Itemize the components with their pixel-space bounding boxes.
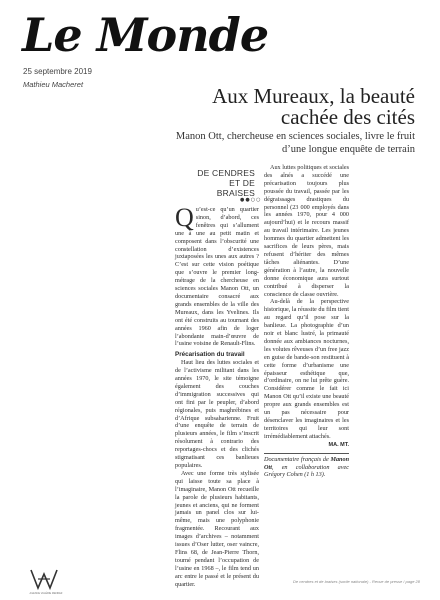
article-column-1 [175, 203, 259, 589]
divider [264, 453, 349, 454]
film-credits: Documentaire français de Manon Ott, en collaboration avec Grégory Cohen (1 h 13). [264, 455, 350, 479]
page-footer: De cendres et de braises (sortie nationale) - Revue de presse / page 28 [293, 579, 420, 584]
publication-date: 25 septembre 2019 [23, 67, 92, 76]
article-subtitle: Manon Ott, chercheuse en sciences sociales, livre le fruit d’une longue enquête de terrain [175, 131, 415, 155]
paragraph-5: Au-delà de la perspective historique, la réussite du film tient au regard qu’il pose sur la banlieue. La photographie d’un noir et blanc lustré, la primauté donnée aux ambiances nocturnes, les volutes rêveuses d’un free jazz en guise de bande-son restituent à cette forme d’urbanisme une épaisseur esthétique que, d’ordinaire, on ne lui prête guère. Considérer comme le fait ici Manon Ott qu’il existe une beauté propre aux grands ensembles est un pas nécessaire pour désenclaver les imaginaires et les territoires qui leur sont irrémédiablement attachés. [264, 298, 349, 440]
paragraph-2: Haut lieu des luttes sociales et de l’activisme militant dans les années 1970, le site témoigne également des couches d’immigration successives qui ont fini par le peupler, d’abord régionales, puis maghrébines et d’Afrique subsaharienne. Fruit d’une enquête de terrain de plusieurs années, le film s’inscrit résolument à contrario des reportages-chocs et des clichés stigmatisant ces banlieues populaires. [175, 359, 259, 469]
rating-dots-icon: ●●○○ [240, 197, 262, 203]
author-name: Mathieu Macheret [23, 80, 84, 89]
agency-logo-text: AGENCE VALÉRIE MENDEZ [29, 592, 63, 595]
article-signature: MA. MT. [328, 441, 349, 448]
film-rubric: DE CENDRES ET DE BRAISES [197, 168, 255, 198]
agency-logo-icon [29, 568, 59, 592]
masthead: Le Monde [22, 8, 269, 62]
paragraph-1: u’est-ce qu’un quartier sinon, d’abord, ces fenêtres qui s’allument une à une au petit matin et composent dans l’obscurité une constellation d’existences juxtaposées les unes aux autres ? C’est sur cette vision poétique que s’ouvre le premier long-métrage de la chercheuse en sciences sociales Manon Ott, un documentaire consacré aux grands ensembles de la ville des Mureaux, dans les Yvelines. Ils ont été construits au tournant des années 1960 afin de loger l’abondante main-d’œuvre de l’usine voisine de Renault-Flins. [175, 206, 259, 348]
article-column-2 [264, 164, 349, 479]
article-title: Aux Mureaux, la beauté cachée des cités [212, 84, 415, 129]
paragraph-4: Aux luttes politiques et sociales des aînés a succédé une précarisation toujours plus poussée du travail, passée par les dégraissages drastiques du personnel (23 000 employés dans les années 1970, pour 4 000 aujourd’hui) et le recours massif au travail intérimaire. Les jeunes hommes du quartier admettent les sacrifices de leurs pères, mais refusent d’hériter des mêmes tâches aliénantes. D’une génération à l’autre, la nouvelle donne économique aura surtout contribué à disperser la conscience de classe ouvrière. [264, 164, 349, 298]
section-subhead: Précarisation du travail [175, 351, 245, 359]
dropcap: Q [175, 203, 194, 232]
paragraph-3: Avec une forme très stylisée qui laisse toute sa place à l’imaginaire, Manon Ott recueille la parole de plusieurs habitants, jeunes et anciens, qui ne forment jamais un panel clos sur lui-même, mais une polyphonie fragmentée. Recourant aux images d’archives – notamment issues d’Oser lutter, oser vaincre, Flins 68, de Jean-Pierre Thorn, tourné pendant l’occupation de l’usine en 1968 –, le film tend un arc entre le passé et le présent du quartier. [175, 469, 259, 588]
